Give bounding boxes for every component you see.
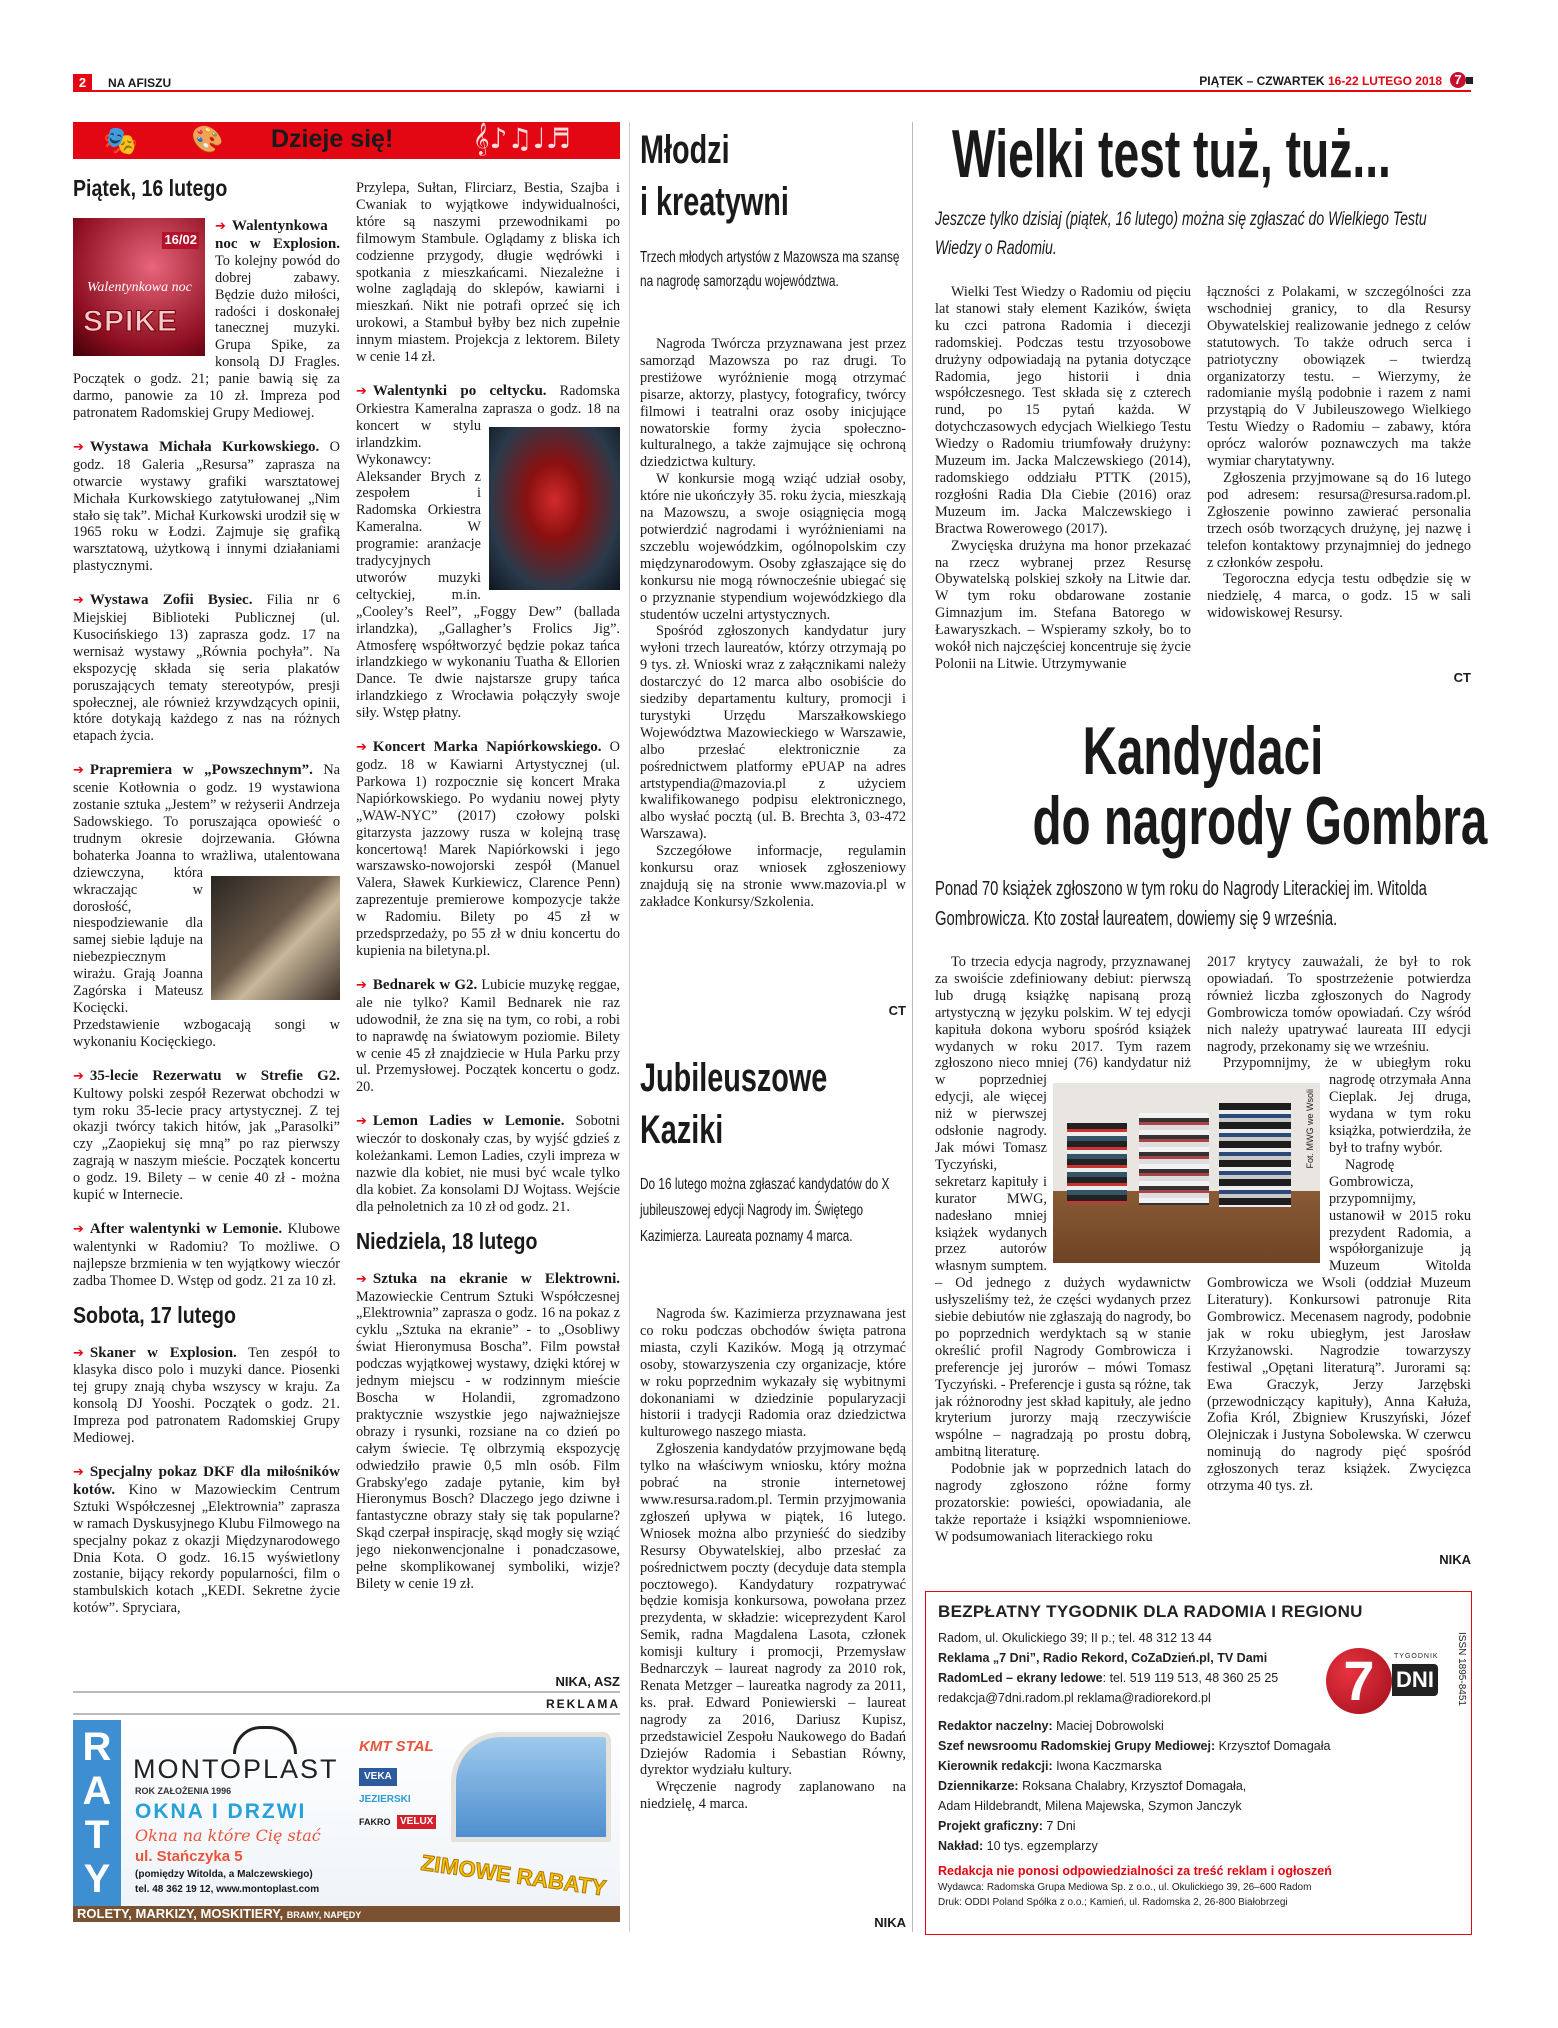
column-divider bbox=[629, 122, 630, 1932]
arrow-icon: ➔ bbox=[73, 439, 84, 455]
section-name: NA AFISZU bbox=[108, 76, 172, 90]
poster-script: Walentynkowa noc bbox=[87, 280, 192, 295]
books-photo bbox=[1053, 1083, 1320, 1263]
masthead-box bbox=[925, 1591, 1472, 1935]
ad-side-strip bbox=[73, 1720, 121, 1906]
ad-bottom-text: ROLETY, MARKIZY, MOSKITIERY, bbox=[77, 1906, 284, 1921]
article-lead: Ponad 70 książek zgłoszono w tym roku do Nagrody Literackiej im. Witolda Gombrowicza. Kto został laureatem, dowiemy się 9 września. bbox=[935, 878, 1427, 930]
article-body-right: łączności z Polakami, w szczególności zza wschodniej granicy, to dla Resursy Obywatelskiej realizowanie jednego z celów statutowych. To także odruch serca i patriotyczny obowiązek – twierdzą organizatorzy testu. – Wierzymy, że radomianie myślą podobnie i razem z nami przystąpią do V Jubileuszowego Wielkiego Testu Wiedzy o Radomiu – zabawy, która oprócz walorów poznawczych ma także wymiar charytatywny. Zgłoszenia przyjmowane są do 16 lutego pod adresem: resursa@resursa.radom.pl. Zgłoszenie powinno zawierać personalia trzech osób tworzących drużynę, jej nazwę i telefon kontaktowy przynajmniej do jednego z członków zespołu. Tegoroczna edycja testu odbędzie się w niedzielę, 4 marca, o godz. 15 w sali widowiskowej Resursy. bbox=[1207, 284, 1471, 622]
photo-credit: Fot. MWG we Wsoli bbox=[1305, 1089, 1315, 1169]
book-stack bbox=[1067, 1123, 1127, 1203]
article-signature: NIKA bbox=[874, 1915, 906, 1930]
article-title: Jubileuszowe Kaziki bbox=[640, 1056, 828, 1152]
partner-jezierski: JEZIERSKI bbox=[359, 1794, 411, 1805]
ad-bottom-bar-floor bbox=[413, 1906, 620, 1922]
event-item: ➔ Skaner w Explosion. Ten zespół to klasyka disco polo i muzyki dance. Piosenki tej grupy znają chyba wszyscy w kraju. Za konsolą DJ Yooshi. Początek o godz. 21. Impreza pod patronatem Radomskiej Grupy Mediowej. bbox=[73, 1344, 340, 1447]
masthead-publisher: Wydawca: Radomska Grupa Mediowa Sp. z o.o., ul. Okulickiego 39, 26–600 Radom bbox=[938, 1882, 1312, 1893]
arrow-icon: ➔ bbox=[73, 1068, 84, 1084]
7dni-logo bbox=[1326, 1648, 1441, 1718]
event-item: ➔ Koncert Marka Napiórkowskiego. O godz. 18 w Kawiarni Artystycznej (ul. Parkowa 1) rozpocznie się koncert Mraka Napiórkowskiego. Po wydaniu nowej płyty „WAW-NYC” (2017) czołowy polski gitarzysta jazzowy rusza w kolejną trasę koncertową! Marek Napiórkowski i jego warszawsko-nowojorski zespół (Manuel Valera, Sławek Kurkiewicz, Clarence Penn) zaprezentuje premierowe kompozycje także w Radomiu. Bilety po 45 zł w przedsprzedaży, po 55 zł w dniu koncertu do kupienia na biletyna.pl. bbox=[356, 739, 620, 959]
arrow-icon: ➔ bbox=[73, 593, 84, 609]
page-number: 2 bbox=[73, 74, 92, 92]
event-item: ➔ Bednarek w G2. Lubicie muzykę reggae, ale nie tylko? Kamil Bednarek nie raz udowodnił, że zna się na tym, co robi, a robi to naprawdę na światowym poziomie. Bilety w cenie 45 zł znajdziecie w Hula Parku przy ul. Przemysłowej. Początek koncertu o godz. 20. bbox=[356, 976, 620, 1096]
masthead-issn: ISSN 1895-8451 bbox=[1456, 1632, 1467, 1706]
arrow-icon: ➔ bbox=[73, 1345, 84, 1361]
article-body: Nagroda św. Kazimierza przyznawana jest co roku podczas obchodów święta patrona miasta, czyli Kazików. Mogą ją otrzymać osoby, stowarzyszenia czy organizacje, które w roku poprzednim wykazały się wybitnymi dokonaniami w dziedzinie popularyzacji historii i tradycji Radomia oraz dziedzictwa kulturowego naszego miasta. Zgłoszenia kandydatów przyjmowane będą tylko na właściwym wniosku, który można pobrać na stronie internetowej www.resursa.radom.pl. Termin przyjmowania zgłoszeń upływa w piątek, 16 lutego. Wniosek można albo przynieść do siedziby Resursy Obywatelskiej, albo przesłać za pośrednictwem poczty (decyduje data stempla pocztowego). Kandydatury rozpatrywać będzie komisja konkursowa, powołana przez prezydenta, w składzie: wiceprezydent Karol Semik, radna Magdalena Lasota, członek komisji kultury i promocji, Przemysław Bednarczyk – laureat nagrody za 2010 rok, Renata Metzger – laureatka nagrody za 2011, ks. prał. Edward Poniewierski – laureat nagrody za 2016, Dariusz Kupisz, przedstawiciel Zespołu Naukowego do Badań Dziejów Radomia i Sebastian Równy, dyrektor wydziału kultury. Wręczenie nagrody zaplanowano na niedzielę, 4 marca. bbox=[640, 1306, 906, 1813]
play-scene-image bbox=[211, 876, 340, 1000]
event-item: ➔ Walentynkowa noc w Explosion. To kolejny powód do dobrej zabawy. Będzie dużo miłości, radości i doskonałej tanecznej muzyki. Grupa Spike, za konsolą DJ Fragles. Początek o godz. 21; panie bawią się za darmo, panowie za 10 zł. Impreza pod patronatem Radomskiej Grupy Mediowej. bbox=[73, 218, 340, 421]
irish-dance-image bbox=[489, 427, 620, 590]
day-heading: Niedziela, 18 lutego bbox=[356, 1227, 538, 1254]
ad-product: OKNA I DRZWI bbox=[135, 1800, 307, 1823]
article-signature: CT bbox=[1453, 670, 1471, 685]
article-lead: Do 16 lutego można zgłaszać kandydatów do X jubileuszowej edycji Nagrody im. Świętego Kazimierza. Laureata poznamy 4 marca. bbox=[640, 1176, 890, 1245]
staff-line: Kierownik redakcji: Iwona Kaczmarska bbox=[938, 1759, 1162, 1773]
partner-fakro: FAKRO bbox=[359, 1817, 391, 1827]
book-stack bbox=[1219, 1103, 1291, 1207]
article-body-left: To trzecia edycja nagrody, przyznawanej za swoiście zdefiniowany debiut: pierwszą lub drugą książkę napisaną prozą artystyczną w języku polskim. W tej edycji kapituła dokona wyboru spośród książek wydanych w roku 2017. Tym razem zgłoszono nieco mniej (76) kandydatur niż w poprzedniej edycji, ale więcej niż w pierwszej odsłonie nagrody. Jak mówi Tomasz Tyczyński, sekretarz kapituły i kurator MWG, nadesłano mniej książek wydanych przez autorów własnym sumptem. – Od jednego z dużych wydawnictw usłyszeliśmy też, że części wydanych przez siebie debiutów nie zgłaszają do nagrody, bo po poprzednich werdyktach są w stanie określić profil Nagrody Gombrowicza i preferencje jej jurorów – mówi Tomasz Tyczyński. - Preferencje i gusta są różne, tak jak różnorodny jest skład kapituły, ale jedno kryterium jurorzy mają rzeczywiście wspólne – nagradzają po prostu dobrą, ambitną literaturę. Podobnie jak w poprzednich latach do nagrody zgłoszono różne formy prozatorskie: powieści, opowiadania, ale także reportaże i książki wspomnieniowe. W podsumowaniach literackiego roku bbox=[935, 954, 1191, 1545]
date-range: 16-22 LUTEGO 2018 bbox=[1327, 74, 1442, 88]
article-title: Wielki test tuż, tuż... bbox=[952, 116, 1391, 192]
divider bbox=[73, 1691, 620, 1693]
article-lead: Trzech młodych artystów z Mazowsza ma szansę na nagrodę samorządu województwa. bbox=[640, 249, 900, 290]
staff-line: Szef newsroomu Radomskiej Grupy Mediowej: Krzysztof Domagała bbox=[938, 1739, 1331, 1753]
ad-address: ul. Stańczyka 5 bbox=[135, 1848, 243, 1865]
events-column-2 bbox=[356, 180, 620, 1670]
logo-small: TYGODNIK bbox=[1394, 1653, 1439, 1660]
article-title: Kandydaci do nagrody Gombra bbox=[1032, 713, 1488, 859]
arrow-icon: ➔ bbox=[356, 977, 367, 993]
arrow-icon: ➔ bbox=[215, 219, 226, 234]
event-item: ➔ Specjalny pokaz DKF dla miłośników kotów. Kino w Mazowieckim Centrum Sztuki Współczesnej „Elektrownia” zaprasza w ramach Dyskusyjnego Klubu Filmowego na specjalny pokaz z okazji Międzynarodowego Dnia Kota. O godz. 16.15 wyświetlony zostanie, bijący rekordy popularności, film o stambulskich kotach „KEDI. Sekretne życie kotów”. Spryciara, bbox=[73, 1464, 340, 1617]
masthead-disclaimer: Redakcja nie ponosi odpowiedzialności za treść reklam i ogłoszeń bbox=[938, 1864, 1332, 1878]
arrow-icon: ➔ bbox=[356, 383, 367, 399]
poster-title: SPIKE bbox=[83, 305, 179, 338]
event-item: ➔ Lemon Ladies w Lemonie. Sobotni wieczór to doskonały czas, by wyjść gdzieś z koleżankami. Lemon Ladies, czyli impreza w nazwie dla kobiet, nie musi być wcale tylko dla kobiet. Za konsolami DJ Wojtass. Wejście dla pełnoletnich za 10 zł od godz. 21. bbox=[356, 1113, 620, 1215]
event-item: ➔ 35-lecie Rezerwatu w Strefie G2. Kultowy polski zespół Rezerwat obchodzi w tym roku 35-lecie pracy artystycznej. Z tej okazji twórcy takich hitów, jak „Parasolki” czy „Zaopiekuj się mną” po raz pierwszy zagrają w naszym mieście. Początek koncertu o godz. 19. Bilety – w cenie 40 zł - można kupić w Internecie. bbox=[73, 1067, 340, 1204]
montoplast-ad[interactable] bbox=[73, 1720, 620, 1922]
staff-line: Dziennikarze: Roksana Chalabry, Krzysztof Domagała, bbox=[938, 1779, 1247, 1793]
partner-kmt: KMT STAL bbox=[359, 1738, 434, 1755]
arch-window-icon bbox=[233, 1726, 297, 1754]
partner-veka: VEKA bbox=[359, 1768, 397, 1786]
article-body-left: Wielki Test Wiedzy o Radomiu od pięciu lat stanowi stały element Kazików, święta ku czci patrona Radomia i diecezji radomskiej. Podczas testu trzyosobowe drużyny odpowiadają na pytania dotyczące Radomia, jego historii i dnia współczesnego. Test składa się z czterech rund, po 15 pytań każda. W dotychczasowych edycjach Wielkiego Testu Wiedzy o Radomiu triumfowały drużyny: Muzeum im. Jacka Malczewskiego (2014), radomskiego oddziału PTTK (2015), rozgłośni Radia Dla Ciebie (2016) oraz Muzeum im. Jacka Malczewskiego i Bractwa Rowerowego (2017). Zwycięska drużyna ma honor przekazać na rzecz wybranej przez Resursę Obywatelską polskiej szkoły na Litwie dar. W tym roku obdarowane zostanie Gimnazjum im. Stefana Batorego w Ławaryszkach. – Wspieramy szkoły, bo to wokół nich najczęściej koncentruje się życie Polonii na Litwie. Utrzymywanie bbox=[935, 284, 1191, 672]
poster-date: 16/02 bbox=[164, 232, 197, 247]
ad-bottom-bar bbox=[73, 1906, 413, 1922]
event-item: ➔ Walentynki po celtycku. Radomska Orkiestra Kameralna zaprasza o godz. 18 na koncert w stylu irlandzkim. Wykonawcy: Aleksander Brych z zespołem i Radomska Orkiestra Kameralna. W programie: aranżacje tradycyjnych utworów muzyki celtyckiej, m.in. „Cooley’s Reel”, „Foggy Dew” (ballada irlandzka), „Gallagher’s Frolics Jig”. Atmosferę współtworzyć będzie pokaz tańca irlandzkiego w wykonaniu Tuatha & Ellorien Dance. Te dwie najstarsze grupy tańca irlandzkiego z Wrocławia połączyły swoje siły. Wstęp płatny. bbox=[356, 382, 620, 722]
ad-contact: tel. 48 362 19 12, www.montoplast.com bbox=[135, 1884, 320, 1895]
masthead-led: RadomLed – ekrany ledowe: tel. 519 119 513, 48 360 25 25 bbox=[938, 1671, 1279, 1685]
masthead-printer: Druk: ODDI Poland Spółka z o.o.; Kamień, ul. Radomska 2, 26-800 Białobrzegi bbox=[938, 1897, 1288, 1908]
music-notes-icon: 𝄞♪♫♩♬ bbox=[473, 122, 571, 155]
issue-date bbox=[1199, 74, 1442, 88]
event-item: ➔ Wystawa Zofii Bysiec. Filia nr 6 Miejskiej Biblioteki Publicznej (ul. Kusocińskiego 13) zaprasza godz. 17 na wernisaż wystawy „Równia pochyła”. Na ekspozycję składa się seria plakatów poruszających tematy stereotypów, presji społecznej, ale również krzywdzących opinii, które dotykają każdego z nas na różnych etapach życia. bbox=[73, 592, 340, 745]
arrow-icon: ➔ bbox=[73, 763, 84, 779]
ad-address-note: (pomiędzy Witolda, a Malczewskiego) bbox=[135, 1869, 313, 1880]
article-body: Nagroda Twórcza przyznawana jest przez samorząd Mazowsza po raz drugi. To prestiżowe wyróżnienie mogą otrzymać pisarze, aktorzy, plastycy, fotograficy, twórcy filmowi i teatralni oraz osoby inicjujące nowatorskie formy życia społeczno-kulturalnego, a także zajmujące się ochroną dziedzictwa kultury. W konkursie mogą wziąć udział osoby, które nie ukończyły 35. roku życia, mieszkają na Mazowszu, a swoje osiągnięcia mogą potwierdzić nagrodami i wyróżnieniami na szczeblu wojewódzkim, ogólnopolskim czy międzynarodowym. Osoby zgłaszające się do konkursu nie mogą równocześnie ubiegać się o przyznanie stypendium wojewódzkiego dla studentów uczelni artystycznych. Spośród zgłoszonych kandydatur jury wyłoni trzech laureatów, którzy otrzymają po 9 tys. zł. Wnioski wraz z załącznikami należy dostarczyć do 12 marca albo osobiście do siedziby departamentu kultury, promocji i turystyki Urzędu Marszałkowskiego Województwa Mazowieckiego w Warszawie, albo przesłać elektronicznie za pośrednictwem platformy ePUAP na adres artstypendia@mazovia.pl z użyciem kwalifikowanego podpisu elektronicznego, albo wysłać pocztą (ul. B. Brechta 3, 03-472 Warszawa). Szczegółowe informacje, regulamin konkursu oraz wniosek zgłoszeniowy znajdują się na stronie www.mazovia.pl w zakładce Konkursy/Szkolenia. bbox=[640, 336, 906, 910]
staff-line: Nakład: 10 tys. egzemplarzy bbox=[938, 1839, 1098, 1853]
event-item: ➔ After walentynki w Lemonie. Klubowe walentynki w Radomiu? To możliwe. O najlepsze brzmienia w ten wyjątkowy wieczór zadba Thomee D. Wstęp od godz. 21 za 10 zł. bbox=[73, 1220, 340, 1289]
windows-image bbox=[451, 1732, 611, 1842]
staff-line: Adam Hildebrandt, Milena Majewska, Szymon Janczyk bbox=[938, 1799, 1242, 1813]
events-column-1 bbox=[73, 178, 340, 1690]
ad-brand: MONTOPLAST bbox=[133, 1754, 339, 1784]
article-signature: NIKA bbox=[1439, 1552, 1471, 1567]
ad-side-text: RATY bbox=[82, 1725, 112, 1901]
arrow-icon: ➔ bbox=[73, 1221, 84, 1237]
banner-title: Dzieje się! bbox=[271, 125, 394, 153]
arrow-icon: ➔ bbox=[356, 1114, 367, 1130]
column-divider bbox=[912, 122, 913, 1932]
masthead-ads: Reklama „7 Dni”, Radio Rekord, CoZaDzień.pl, TV Dami bbox=[938, 1651, 1268, 1665]
logo-dni: DNI bbox=[1392, 1664, 1438, 1696]
logo-seven: 7 bbox=[1450, 72, 1466, 88]
ad-promo: ZIMOWE RABATY bbox=[419, 1850, 608, 1901]
article-signature: CT bbox=[888, 1003, 906, 1018]
ad-founded: ROK ZAŁOŻENIA 1996 bbox=[135, 1786, 232, 1796]
partner-velux: VELUX bbox=[397, 1815, 436, 1829]
spike-poster-image bbox=[73, 218, 205, 356]
day-heading: Sobota, 17 lutego bbox=[73, 1301, 236, 1328]
palette-icon: 🎨 bbox=[191, 125, 224, 155]
event-item: ➔ Sztuka na ekranie w Elektrowni. Mazowieckie Centrum Sztuki Współczesnej „Elektrownia” zaprasza o godz. 16 na pokaz z cyklu „Sztuka na ekranie” - to „Osobliwy świat Hieronymusa Boscha”. Film powstał podczas wyjątkowej wystawy, dzięki której w jednym miejscu - w rodzinnym mieście Boscha w Holandii, zgromadzono praktycznie wszystkie jego najważniejsze obrazy i rysunki, rozsiane na co dzień po całym świecie. Tę olbrzymią ekspozycję odwiedziło prawie 0,5 mln osób. Film Grabsky'ego zadaje pytanie, kim był Hieronymus Bosch? Dlaczego jego dziwne i fantastyczne obrazy stały się tak popularne? Skąd czerpał inspirację, skąd mogły się wziąć jego niekonwencjonalne i ponadczasowe, pełne skomplikowanej symboliki, wizje? Bilety w cenie 19 zł. bbox=[356, 1270, 620, 1592]
header-rule bbox=[73, 90, 1471, 92]
staff-line: Projekt graficzny: 7 Dni bbox=[938, 1819, 1076, 1833]
events-banner bbox=[73, 122, 620, 159]
event-item: ➔ Prapremiera w „Powszechnym”. Na scenie Kotłownia o godz. 19 wystawiona zostanie sztuka „Jestem” w reżyserii Andrzeja Sadowskiego. To poruszająca opowieść o trudnym okresie dojrzewania. Główna bohaterka Joanna to wrażliwa, utalentowana dziewczyna, która wkraczając w dorosłość, niespodziewanie dla samej siebie ląduje na niebezpiecznym wirażu. Grają Joanna Zagórska i Mateusz Kocięcki. Przedstawienie wzbogacają songi w wykonaniu Kocięckiego. bbox=[73, 762, 340, 1050]
arrow-icon: ➔ bbox=[356, 1271, 367, 1287]
event-item-continued: Przylepa, Sułtan, Flirciarz, Bestia, Szajba i Cwaniak to wyjątkowe indywidualności, które są naszymi przewodnikami po filmowym Stambule. Oglądamy z bliska ich codzienne przygody, długie wędrówki i spotkania z mieszkańcami. Niezależne i wolne zaglądają do sklepów, kawiarni i mieszkań. Nikt nie potrafi oprzeć się ich urokowi, a Stambuł byłby bez nich zupełnie innym miastem. Projekcja z lektorem. Bilety w cenie 14 zł. bbox=[356, 180, 620, 366]
ad-label: REKLAMA bbox=[546, 1697, 620, 1711]
day-heading: Piątek, 16 lutego bbox=[73, 178, 228, 201]
masthead-title: BEZPŁATNY TYGODNIK DLA RADOMIA I REGIONU bbox=[938, 1602, 1363, 1621]
event-item: ➔ Wystawa Michała Kurkowskiego. O godz. 18 Galeria „Resursa” zaprasza na otwarcie wystawy grafiki warsztatowej Michała Kurkowskiego zatytułowanej „Nim stało się tak”. Michał Kurkowski urodził się w 1965 roku w Łodzi. Zajmuje się grafiką warsztatową, użytkową i innymi działaniami plastycznymi. bbox=[73, 438, 340, 575]
article-title: Młodzi i kreatywni bbox=[640, 128, 789, 224]
theater-masks-icon: 🎭 bbox=[103, 124, 138, 157]
date-prefix: PIĄTEK – CZWARTEK bbox=[1199, 74, 1325, 88]
book-stack bbox=[1139, 1113, 1209, 1205]
ad-bottom-small: BRAMY, NAPĘDY bbox=[286, 1910, 362, 1920]
logo-seven: 7 bbox=[1326, 1648, 1392, 1714]
staff-line: Redaktor naczelny: Maciej Dobrowolski bbox=[938, 1719, 1164, 1733]
events-signature: NIKA, ASZ bbox=[555, 1674, 620, 1689]
arrow-icon: ➔ bbox=[356, 740, 367, 756]
header-logo bbox=[1450, 72, 1472, 90]
masthead-emails[interactable]: redakcja@7dni.radom.pl reklama@radiorekord.pl bbox=[938, 1691, 1211, 1705]
ad-slogan: Okna na które Cię stać bbox=[135, 1826, 321, 1845]
article-lead: Jeszcze tylko dzisiaj (piątek, 16 lutego) można się zgłaszać do Wielkiego Testu Wiedzy o Radomiu. bbox=[935, 209, 1427, 259]
arrow-icon: ➔ bbox=[73, 1465, 84, 1480]
divider bbox=[73, 1713, 620, 1715]
masthead-address: Radom, ul. Okulickiego 39; II p.; tel. 48 312 13 44 bbox=[938, 1631, 1212, 1645]
article-body-right: 2017 krytycy zauważali, że był to rok opowiadań. To spostrzeżenie potwierdza również liczba zgłoszonych do Nagrody Gombrowicza tomów opowiadań. Czy wśród nich należy upatrywać laureata III edycji nagrody, przekonamy się we wrześniu. Przypomnijmy, że w ubiegłym roku nagrodę otrzymała Anna Cieplak. Jej druga, wydana w tym roku książka, potwierdziła, że był to trafny wybór. Nagrodę Gombrowicza, przypomnijmy, ustanowił w 2015 roku prezydent Radomia, a współorganizuje ją Muzeum Witolda Gombrowicza we Wsoli (oddział Muzeum Literatury). Konkursowi patronuje Rita Gombrowicz. Mecenasem nagrody, podobnie jak w roku ubiegłym, jest Jarosław Krzyżanowski. Nagrodzie towarzyszy festiwal „Opętani literaturą”. Jurorami są: Ewa Graczyk, Jerzy Jarzębski (przewodniczący kapituły), Anna Kałuża, Zofia Król, Zbigniew Kruszyński, Józef Olejniczak i Justyna Sobolewska. W czerwcu nominują do nagrody pięć spośród zgłoszonych teraz książek. Zwycięzca otrzyma 40 tys. zł. bbox=[1207, 954, 1471, 1495]
